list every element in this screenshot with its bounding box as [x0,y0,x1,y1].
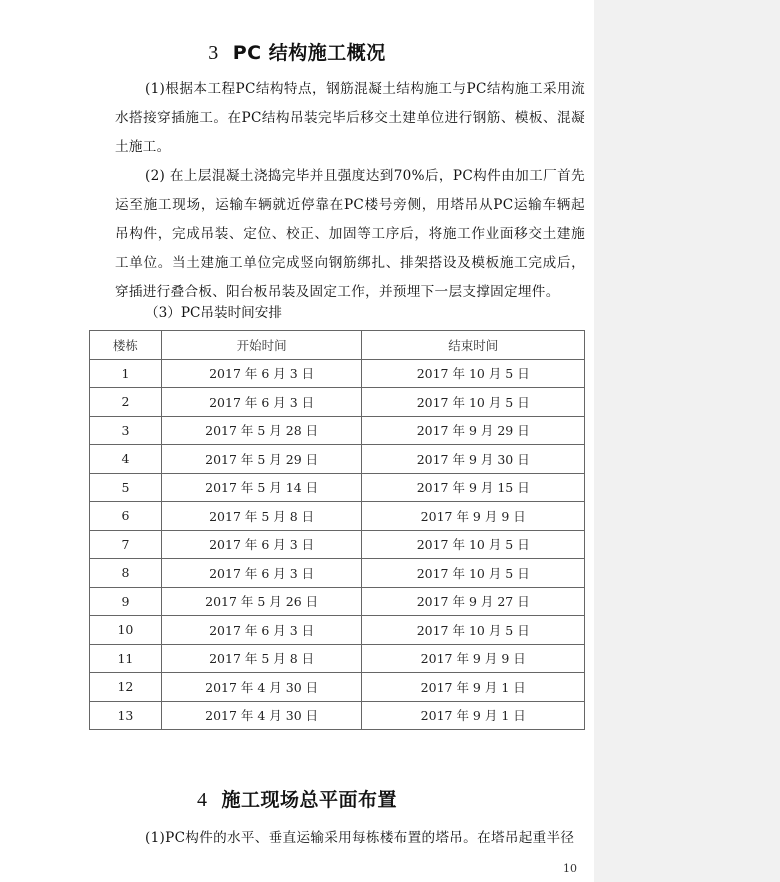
section-3-paragraph-2 [115,162,585,307]
page-number: 10 [563,862,577,875]
cell-end: 2017 年 10 月 5 日 [362,616,585,645]
cell-end: 2017 年 9 月 1 日 [362,701,585,730]
section-4-number: 4 [196,789,208,811]
cell-start: 2017 年 5 月 26 日 [161,587,362,616]
section-4-title: 施工现场总平面布置 [221,789,397,811]
paragraph-text: (1)PC构件的水平、垂直运输采用每栋楼布置的塔吊。在塔吊起重半径 [145,830,575,846]
cell-building: 10 [90,616,162,645]
header-start-time: 开始时间 [161,331,362,360]
section-3-title: PC 结构施工概况 [232,42,386,64]
cell-start: 2017 年 6 月 3 日 [161,359,362,388]
table-header-row [90,331,585,360]
table-row [90,473,585,502]
table-row [90,359,585,388]
cell-building: 1 [90,359,162,388]
cell-building: 8 [90,559,162,588]
hoisting-schedule-table [89,330,585,730]
cell-building: 2 [90,388,162,417]
cell-end: 2017 年 9 月 1 日 [362,673,585,702]
section-4-heading [0,785,594,812]
cell-end: 2017 年 9 月 29 日 [362,416,585,445]
table-row [90,701,585,730]
cell-building: 6 [90,502,162,531]
table-row [90,502,585,531]
cell-start: 2017 年 5 月 28 日 [161,416,362,445]
cell-building: 4 [90,445,162,474]
section-3-number: 3 [208,42,219,64]
table-row [90,559,585,588]
section-3-paragraph-1 [115,75,585,162]
table-row [90,644,585,673]
paragraph-text: (1)根据本工程PC结构特点，钢筋混凝土结构施工与PC结构施工采用流水搭接穿插施工。在PC结构吊装完毕后移交土建单位进行钢筋、模板、混凝土施工。 [115,81,585,155]
cell-building: 3 [90,416,162,445]
cell-building: 13 [90,701,162,730]
section-4-paragraph-1 [115,824,585,853]
cell-end: 2017 年 9 月 9 日 [362,502,585,531]
cell-end: 2017 年 9 月 30 日 [362,445,585,474]
viewer-side-panel [594,0,780,882]
cell-start: 2017 年 6 月 3 日 [161,616,362,645]
cell-end: 2017 年 9 月 15 日 [362,473,585,502]
cell-start: 2017 年 5 月 8 日 [161,502,362,531]
cell-start: 2017 年 5 月 29 日 [161,445,362,474]
cell-end: 2017 年 10 月 5 日 [362,530,585,559]
cell-end: 2017 年 9 月 9 日 [362,644,585,673]
header-end-time: 结束时间 [362,331,585,360]
table-row [90,616,585,645]
table-row [90,416,585,445]
paragraph-text: (2) 在上层混凝土浇捣完毕并且强度达到70%后，PC构件由加工厂首先运至施工现场，运输车辆就近停靠在PC楼号旁侧，用塔吊从PC运输车辆起吊构件，完成吊装、定位、校正、加固等工序后，将施工作业面移交土建施工单位。当土建施工单位完成竖向钢筋绑扎、排架搭设及模板施工完成后，穿插进行叠合板、阳台板吊装及固定工作，并预埋下一层支撑固定埋件。 [115,168,585,300]
table-row [90,445,585,474]
cell-start: 2017 年 5 月 8 日 [161,644,362,673]
table-row [90,587,585,616]
cell-start: 2017 年 6 月 3 日 [161,559,362,588]
table-row [90,673,585,702]
cell-start: 2017 年 6 月 3 日 [161,388,362,417]
cell-building: 12 [90,673,162,702]
table-row [90,530,585,559]
cell-start: 2017 年 6 月 3 日 [161,530,362,559]
cell-building: 7 [90,530,162,559]
cell-end: 2017 年 10 月 5 日 [362,388,585,417]
cell-start: 2017 年 4 月 30 日 [161,701,362,730]
table-caption: （3）PC吊装时间安排 [145,305,282,321]
cell-end: 2017 年 9 月 27 日 [362,587,585,616]
cell-building: 5 [90,473,162,502]
section-3-heading [0,38,594,65]
table-row [90,388,585,417]
cell-building: 9 [90,587,162,616]
cell-end: 2017 年 10 月 5 日 [362,359,585,388]
cell-end: 2017 年 10 月 5 日 [362,559,585,588]
cell-start: 2017 年 5 月 14 日 [161,473,362,502]
cell-building: 11 [90,644,162,673]
header-building: 楼栋 [90,331,162,360]
cell-start: 2017 年 4 月 30 日 [161,673,362,702]
